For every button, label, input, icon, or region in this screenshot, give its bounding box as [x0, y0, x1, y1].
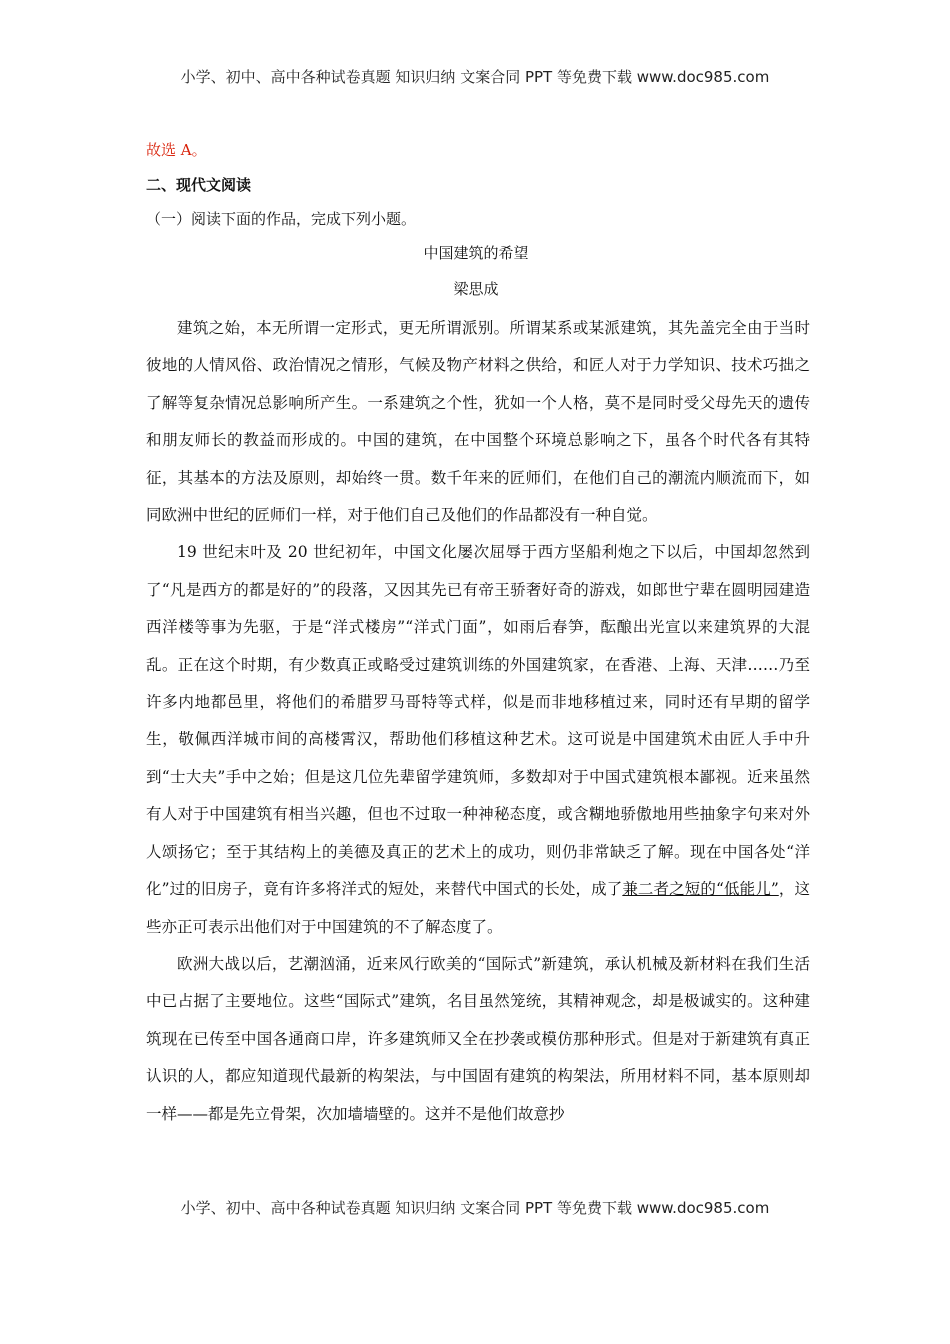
article-author: 梁思成 [453, 280, 499, 298]
section-title: 二、现代文阅读 [146, 176, 252, 194]
paragraph-2-text-b: ，这些亦正可表示出他们对于中国建筑的不了解态度了。 [146, 880, 810, 936]
instruction-text: （一）阅读下面的作品，完成下列小题。 [146, 210, 417, 228]
underlined-phrase: 兼二者之短的“低能儿” [622, 880, 779, 899]
page-header: 小学、初中、高中各种试卷真题 知识归纳 文案合同 PPT 等免费下载 www.doc985.com [180, 68, 770, 86]
answer-line: 故选 A。 [146, 141, 207, 159]
article-body [146, 310, 810, 1190]
paragraph-2-text-a: 19 世纪末叶及 20 世纪初年，中国文化屡次屈辱于西方坚船利炮之下以后，中国却忽然到了“凡是西方的都是好的”的段落，又因其先已有帝王骄奢好奇的游戏，如郎世宁辈在圆明园建造西洋楼等事为先驱，于是“洋式楼房”“洋式门面”，如雨后春笋，酝酿出光宣以来建筑界的大混乱。正在这个时期，有少数真正或略受过建筑训练的外国建筑家，在香港、上海、天津……乃至许多内地都邑里，将他们的希腊罗马哥特等式样，似是而非地移植过来，同时还有早期的留学生，敬佩西洋城市间的高楼霄汉，帮助他们移植这种艺术。这可说是中国建筑术由匠人手中升到“士大夫”手中之始；但是这几位先辈留学建筑师，多数却对于中国式建筑根本鄙视。近来虽然有人对于中国建筑有相当兴趣，但也不过取一种神秘态度，或含糊地骄傲地用些抽象字句来对外人颂扬它；至于其结构上的美德及真正的艺术上的成功，则仍非常缺乏了解。现在中国各处“洋化”过的旧房子，竟有许多将洋式的短处，来替代中国式的长处，成了 [146, 543, 810, 899]
page-footer: 小学、初中、高中各种试卷真题 知识归纳 文案合同 PPT 等免费下载 www.doc985.com [180, 1199, 770, 1217]
article-title: 中国建筑的希望 [423, 244, 529, 262]
paragraph-2 [146, 534, 810, 945]
paragraph-3: 欧洲大战以后，艺潮汹涌，近来风行欧美的“国际式”新建筑，承认机械及新材料在我们生活中已占据了主要地位。这些“国际式”建筑，名目虽然笼统，其精神观念，却是极诚实的。这种建筑现在已传至中国各通商口岸，许多建筑师又全在抄袭或模仿那种形式。但是对于新建筑有真正认识的人，都应知道现代最新的构架法，与中国固有建筑的构架法，所用材料不同，基本原则却一样——都是先立骨架，次加墙墙壁的。这并不是他们故意抄 [146, 954, 810, 1123]
paragraph-1: 建筑之始，本无所谓一定形式，更无所谓派别。所谓某系或某派建筑，其先盖完全由于当时彼地的人情风俗、政治情况之情形，气候及物产材料之供给，和匠人对于力学知识、技术巧拙之了解等复杂情况总影响所产生。一系建筑之个性，犹如一个人格，莫不是同时受父母先天的遗传和朋友师长的教益而形成的。中国的建筑，在中国整个环境总影响之下，虽各个时代各有其特征，其基本的方法及原则，却始终一贯。数千年来的匠师们，在他们自己的潮流内顺流而下，如同欧洲中世纪的匠师们一样，对于他们自己及他们的作品都没有一种自觉。 [146, 319, 810, 525]
